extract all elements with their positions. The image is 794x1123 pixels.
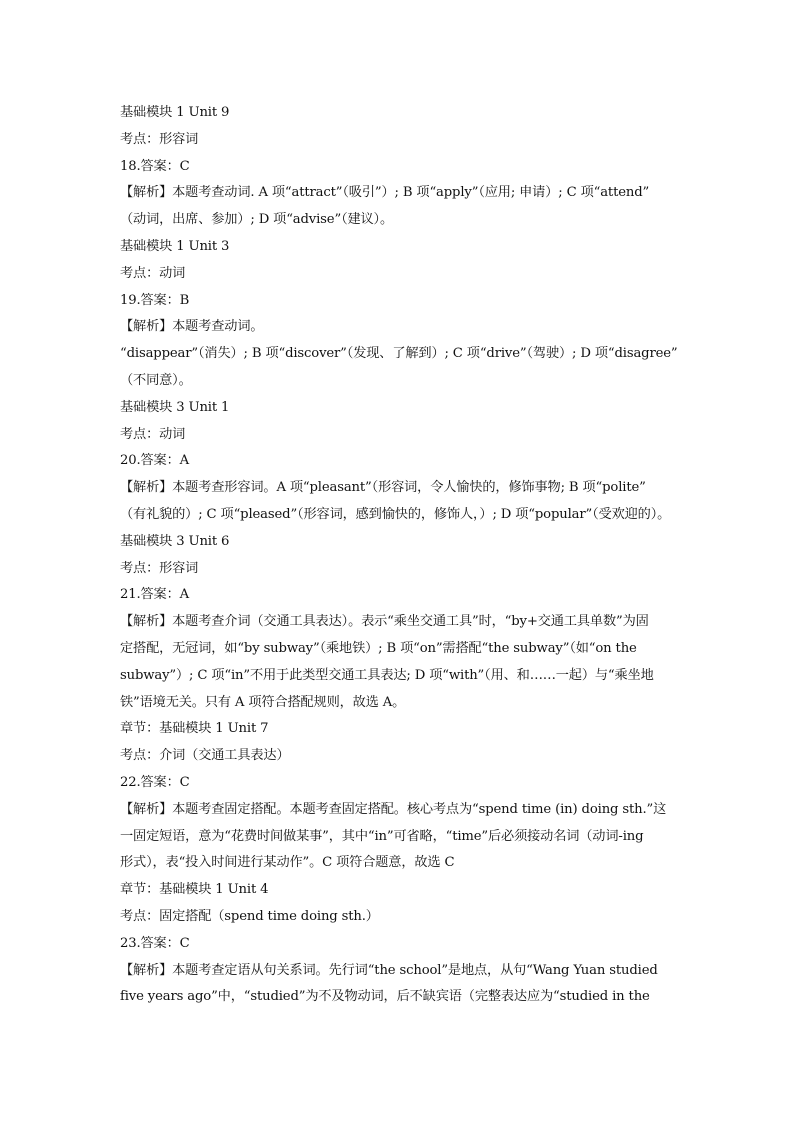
answer-20: 20.答案：A	[120, 453, 190, 469]
answer-explanations	[120, 100, 680, 1011]
analysis-19-line-2: “disappear”（消失）; B 项“discover”（发现、了解到）; C 项“drive”（驾驶）; D 项“disagree”	[120, 346, 678, 362]
test-point: 考点：固定搭配（spend time doing sth.）	[120, 908, 379, 924]
test-point: 考点：动词	[120, 265, 186, 281]
analysis-22-line-2: 一固定短语，意为“花费时间做某事”，其中“in”可省略，“time”后必须接动名词（动词-ing	[120, 828, 644, 844]
analysis-19-line-1: 【解析】本题考查动词。	[120, 319, 264, 335]
analysis-21-line-3: subway”）; C 项“in”不用于此类型交通工具表达; D 项“with”（用、和……一起）与“乘坐地	[120, 667, 654, 683]
analysis-21-line-1: 【解析】本题考查介词（交通工具表达）。表示“乘坐交通工具”时，“by+交通工具单数”为固	[120, 614, 649, 630]
section-label: 基础模块 3 Unit 1	[120, 399, 230, 415]
chapter-label: 章节：基础模块 1 Unit 4	[120, 882, 269, 898]
answer-18: 18.答案：C	[120, 158, 190, 174]
test-point: 考点：介词（交通工具表达）	[120, 748, 290, 764]
answer-19: 19.答案：B	[120, 292, 190, 308]
analysis-23-line-2: five years ago”中，“studied”为不及物动词，后不缺宾语（完整表达应为“studied in the	[120, 989, 650, 1005]
analysis-22-line-1: 【解析】本题考查固定搭配。本题考查固定搭配。核心考点为“spend time (in) doing sth.”这	[120, 801, 667, 817]
analysis-21-line-4: 铁”语境无关。只有 A 项符合搭配规则，故选 A。	[120, 694, 406, 710]
chapter-label: 章节：基础模块 1 Unit 7	[120, 721, 269, 737]
analysis-18-line-1: 【解析】本题考查动词. A 项“attract”（吸引”）; B 项“apply”（应用; 申请）; C 项“attend”	[120, 185, 650, 201]
analysis-19-line-3: （不同意）。	[120, 372, 192, 388]
analysis-18-line-2: （动词，出席、参加）; D 项“advise”（建议）。	[120, 212, 394, 228]
test-point: 考点：动词	[120, 426, 186, 442]
analysis-22-line-3: 形式），表“投入时间进行某动作”。C 项符合题意，故选 C	[120, 855, 455, 871]
analysis-23-line-1: 【解析】本题考查定语从句关系词。先行词“the school”是地点，从句“Wang Yuan studied	[120, 962, 658, 978]
section-label: 基础模块 1 Unit 3	[120, 238, 230, 254]
answer-21: 21.答案：A	[120, 587, 190, 603]
test-point: 考点：形容词	[120, 131, 199, 147]
test-point: 考点：形容词	[120, 560, 199, 576]
analysis-20-line-2: （有礼貌的）; C 项“pleased”（形容词，感到愉快的，修饰人，）; D 项“popular”（受欢迎的）。	[120, 506, 671, 522]
answer-22: 22.答案：C	[120, 774, 190, 790]
answer-23: 23.答案：C	[120, 935, 190, 951]
section-label: 基础模块 3 Unit 6	[120, 533, 230, 549]
section-label: 基础模块 1 Unit 9	[120, 105, 230, 120]
analysis-20-line-1: 【解析】本题考查形容词。A 项“pleasant”（形容词，令人愉快的，修饰事物; B 项“polite”	[120, 480, 646, 496]
analysis-21-line-2: 定搭配，无冠词，如“by subway”（乘地铁）; B 项“on”需搭配“the subway”（如“on the	[120, 640, 637, 656]
